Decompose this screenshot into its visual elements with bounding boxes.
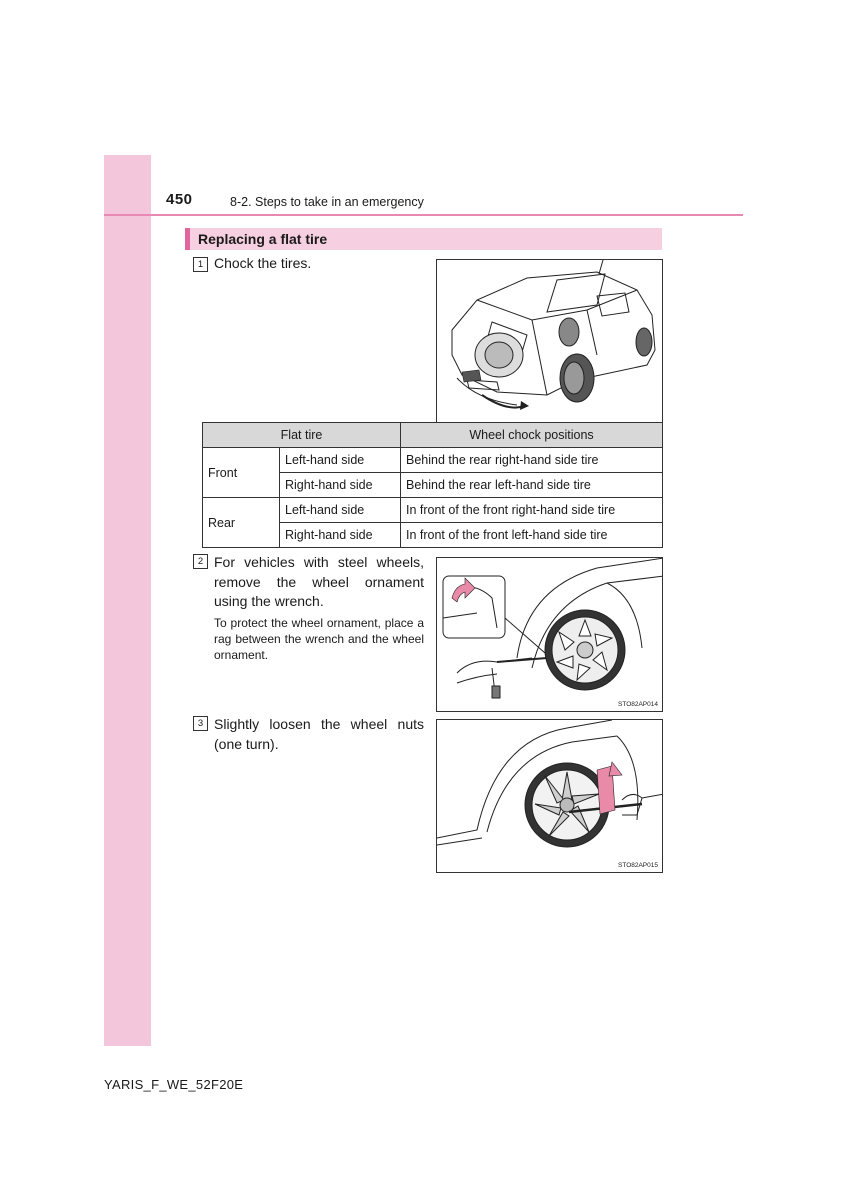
step-number-3: 3	[193, 716, 208, 731]
table-group-label: Rear	[203, 498, 280, 548]
step-2-note: To protect the wheel ornament, place a rag between the wrench and the wheel ornament.	[214, 616, 424, 662]
step-2-text: For vehicles with steel wheels, remove the wheel ornament using the wrench.	[214, 554, 424, 609]
step-3-text: Slightly loosen the wheel nuts (one turn).	[214, 716, 424, 752]
table-row	[203, 498, 663, 523]
header-rule	[104, 214, 743, 216]
figure-code-2: STO82AP014	[618, 701, 658, 708]
car-chock-illustration	[437, 260, 663, 441]
table-cell-side: Right-hand side	[280, 473, 401, 498]
figure-loosen-nuts	[436, 719, 663, 873]
table-cell-position: In front of the front right-hand side tire	[401, 498, 663, 523]
document-code: YARIS_F_WE_52F20E	[104, 1077, 244, 1092]
side-tab-band	[104, 155, 151, 1046]
step-number-1: 1	[193, 257, 208, 272]
table-header-chock-positions: Wheel chock positions	[401, 423, 663, 448]
table-cell-side: Left-hand side	[280, 498, 401, 523]
wheel-ornament-illustration	[437, 558, 663, 712]
section-title	[185, 228, 662, 250]
loosen-wheel-nuts-illustration	[437, 720, 663, 873]
table-group-label: Front	[203, 448, 280, 498]
section-path: 8-2. Steps to take in an emergency	[230, 195, 424, 209]
figure-code-3: STO82AP015	[618, 862, 658, 869]
table-row	[203, 448, 663, 473]
table-cell-position: Behind the rear right-hand side tire	[401, 448, 663, 473]
page-number: 450	[166, 191, 193, 208]
step-1-text: Chock the tires.	[214, 255, 312, 271]
step-number-2: 2	[193, 554, 208, 569]
table-cell-side: Left-hand side	[280, 448, 401, 473]
table-header-flat-tire: Flat tire	[203, 423, 401, 448]
section-title-text: Replacing a flat tire	[198, 231, 328, 247]
table-cell-side: Right-hand side	[280, 523, 401, 548]
figure-chocked-car	[436, 259, 663, 441]
table-cell-position: Behind the rear left-hand side tire	[401, 473, 663, 498]
wheel-chock-table	[202, 422, 663, 548]
table-cell-position: In front of the front left-hand side tire	[401, 523, 663, 548]
figure-remove-ornament	[436, 557, 663, 712]
